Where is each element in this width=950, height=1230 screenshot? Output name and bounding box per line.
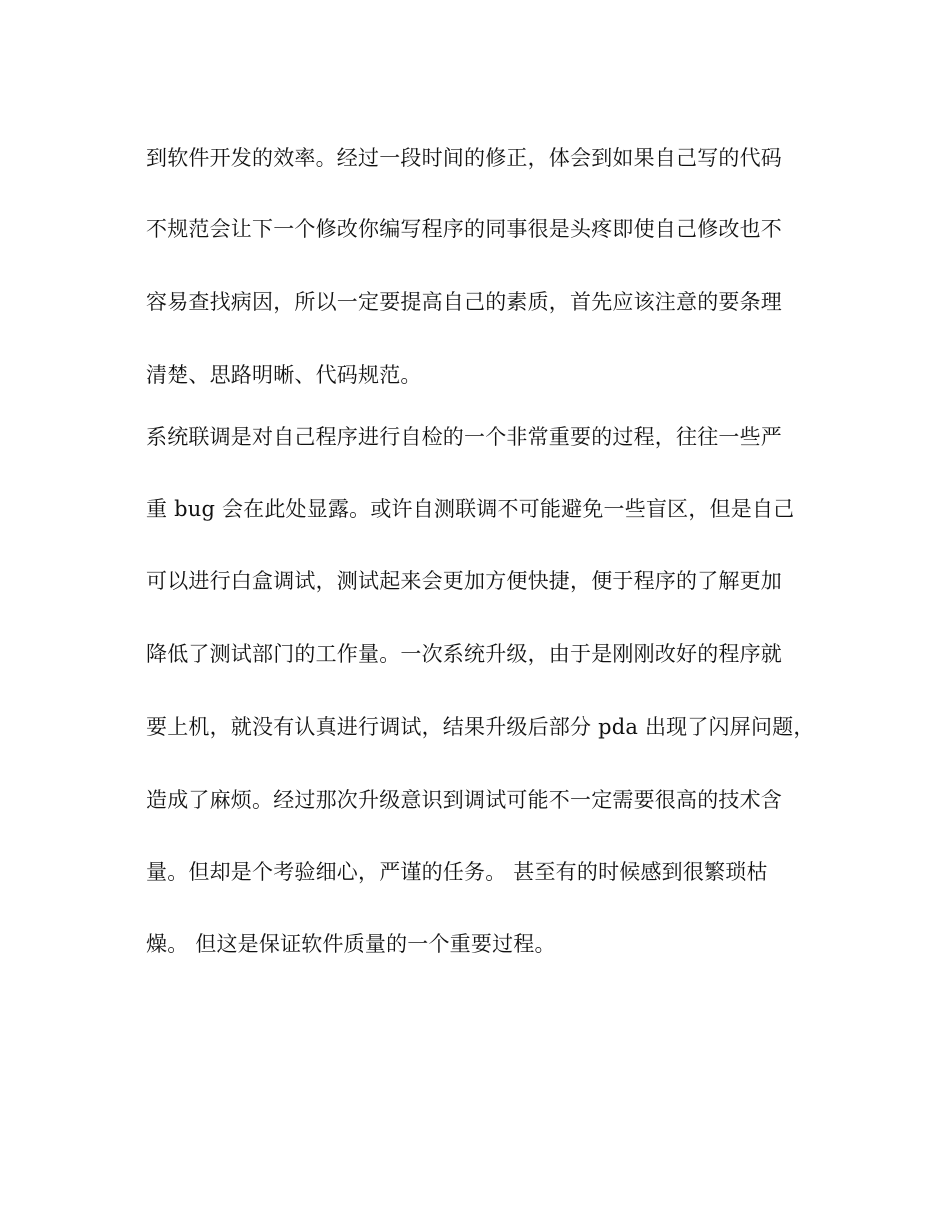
paragraph-2-line-6: 造成了麻烦。经过那次升级意识到调试可能不一定需要很高的技术含	[146, 788, 782, 812]
paragraph-1-line-4: 清楚、思路明晰、代码规范。	[146, 363, 422, 387]
paragraph-2-line-4: 降低了测试部门的工作量。一次系统升级，由于是刚刚改好的程序就	[146, 642, 782, 666]
paragraph-2-line-2: 重 bug 会在此处显露。或许自测联调不可能避免一些盲区，但是自己	[146, 497, 795, 521]
paragraph-2-line-8: 燥。 但这是保证软件质量的一个重要过程。	[146, 932, 556, 956]
paragraph-1-line-1: 到软件开发的效率。经过一段时间的修正，体会到如果自己写的代码	[146, 146, 782, 170]
paragraph-2-line-7: 量。但却是个考验细心，严谨的任务。 甚至有的时候感到很繁琐枯	[146, 860, 768, 884]
paragraph-1-line-2: 不规范会让下一个修改你编写程序的同事很是头疼即使自己修改也不	[146, 217, 782, 241]
paragraph-1-line-3: 容易查找病因，所以一定要提高自己的素质，首先应该注意的要条理	[146, 290, 782, 314]
paragraph-2-line-1: 系统联调是对自己程序进行自检的一个非常重要的过程，往往一些严	[146, 425, 782, 449]
paragraph-2-line-3: 可以进行白盒调试，测试起来会更加方便快捷，便于程序的了解更加	[146, 569, 782, 593]
paragraph-2-line-5: 要上机，就没有认真进行调试，结果升级后部分 pda 出现了闪屏问题，	[146, 715, 815, 739]
